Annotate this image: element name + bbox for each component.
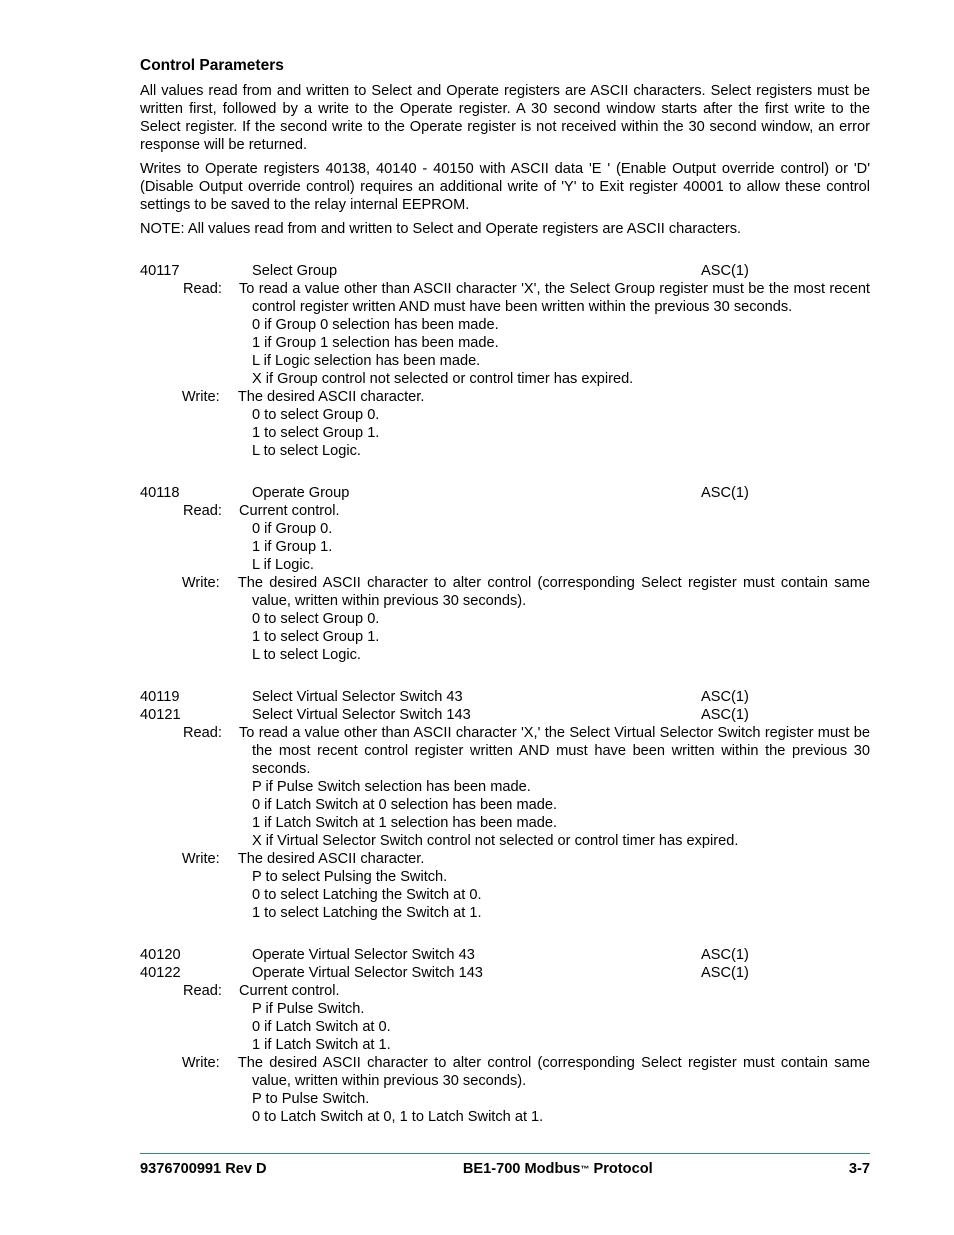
read-option: 1 if Group 1 selection has been made. (252, 335, 499, 351)
write-option: P to Pulse Switch. (252, 1091, 370, 1107)
register-header (140, 484, 870, 502)
write-option: 1 to select Group 1. (252, 629, 380, 645)
paragraph: All values read from and written to Select and Operate registers are ASCII characters. Select registers must be written first, followed by a write to the Operate register. A 30 second window starts after the first write to the Select register. If the second write to the Operate register is not received within the 30 second window, an error response will be returned. (140, 83, 870, 153)
read-description (140, 280, 870, 316)
write-option: 1 to select Group 1. (252, 425, 380, 441)
read-label: Read: (182, 281, 222, 297)
section-title: Control Parameters (140, 57, 284, 74)
register-num: 40122 (140, 965, 181, 981)
write-option: L to select Logic. (252, 443, 361, 459)
footer-title-suffix: Protocol (589, 1161, 653, 1177)
read-option: X if Group control not selected or control timer has expired. (252, 371, 634, 387)
write-label: Write: (181, 389, 220, 405)
read-text: To read a value other than ASCII character 'X,' the Select Virtual Selector Switch register must be the most recent control register written AND must have been written within the previous 30 seconds. (238, 725, 870, 777)
read-option: 0 if Group 0 selection has been made. (252, 317, 499, 333)
read-option: 0 if Latch Switch at 0. (252, 1019, 391, 1035)
read-option: 0 if Group 0. (252, 521, 333, 537)
write-label: Write: (181, 575, 220, 591)
register-type: ASC(1) (701, 707, 749, 723)
register-num: 40117 (140, 263, 180, 279)
paragraph: NOTE: All values read from and written to Select and Operate registers are ASCII characters. (140, 221, 742, 237)
read-option: P if Pulse Switch. (252, 1001, 365, 1017)
read-option: L if Logic selection has been made. (252, 353, 481, 369)
write-description (140, 574, 870, 610)
page-body (140, 56, 870, 1126)
register-num: 40120 (140, 947, 181, 963)
write-description (140, 388, 870, 406)
register-name: Select Group (252, 263, 338, 279)
read-option: 1 if Latch Switch at 1 selection has been made. (252, 815, 558, 831)
write-option: 0 to Latch Switch at 0, 1 to Latch Switch at 1. (252, 1109, 544, 1125)
register-header (140, 964, 870, 982)
write-label: Write: (181, 1055, 220, 1071)
register-name: Operate Group (252, 485, 350, 501)
footer-title-prefix: BE1-700 Modbus (462, 1161, 581, 1177)
footer-doc-number: 9376700991 Rev D (140, 1161, 267, 1177)
read-label: Read: (182, 983, 222, 999)
write-text: The desired ASCII character to alter control (corresponding Select register must contain same value, written within previous 30 seconds). (237, 1055, 870, 1089)
write-text: The desired ASCII character. (237, 851, 425, 867)
write-option: L to select Logic. (252, 647, 361, 663)
footer-title (463, 1160, 653, 1178)
read-text: To read a value other than ASCII character 'X', the Select Group register must be the most recent control register written AND must have been written within the previous 30 seconds. (238, 281, 870, 315)
register-name: Operate Virtual Selector Switch 143 (252, 965, 483, 981)
register-block (140, 484, 870, 664)
register-type: ASC(1) (701, 965, 749, 981)
write-description (140, 1054, 870, 1090)
read-option: L if Logic. (252, 557, 314, 573)
read-option: 1 if Latch Switch at 1. (252, 1037, 391, 1053)
read-text: Current control. (238, 503, 340, 519)
register-num: 40118 (140, 485, 180, 501)
write-option: 1 to select Latching the Switch at 1. (252, 905, 482, 921)
write-option: 0 to select Group 0. (252, 407, 380, 423)
write-option: P to select Pulsing the Switch. (252, 869, 448, 885)
footer-page-number: 3-7 (848, 1161, 870, 1177)
register-block (140, 262, 870, 460)
register-header (140, 946, 870, 964)
read-label: Read: (182, 503, 222, 519)
write-description (140, 850, 870, 868)
register-type: ASC(1) (701, 485, 749, 501)
read-option: P if Pulse Switch selection has been made. (252, 779, 531, 795)
register-header (140, 706, 870, 724)
register-block (140, 688, 870, 922)
register-header (140, 262, 870, 280)
page-footer (140, 1153, 870, 1178)
write-option: 0 to select Group 0. (252, 611, 380, 627)
register-num: 40119 (140, 689, 180, 705)
register-name: Operate Virtual Selector Switch 43 (252, 947, 475, 963)
write-text: The desired ASCII character to alter control (corresponding Select register must contain same value, written within previous 30 seconds). (237, 575, 870, 609)
write-option: 0 to select Latching the Switch at 0. (252, 887, 482, 903)
trademark-symbol: ™ (580, 1164, 590, 1174)
read-description (140, 502, 870, 520)
read-option: X if Virtual Selector Switch control not selected or control timer has expired. (252, 833, 739, 849)
read-option: 0 if Latch Switch at 0 selection has been made. (252, 797, 558, 813)
read-label: Read: (182, 725, 222, 741)
read-option: 1 if Group 1. (252, 539, 333, 555)
register-type: ASC(1) (701, 689, 749, 705)
read-text: Current control. (238, 983, 340, 999)
register-header (140, 688, 870, 706)
read-description (140, 982, 870, 1000)
register-type: ASC(1) (701, 947, 749, 963)
paragraph: Writes to Operate registers 40138, 40140 - 40150 with ASCII data 'E ' (Enable Output override control) or 'D' (Disable Output override control) requires an additional write of 'Y' to Exit register 40001 to allow these control settings to be saved to the relay internal EEPROM. (140, 161, 870, 213)
register-name: Select Virtual Selector Switch 43 (252, 689, 463, 705)
register-type: ASC(1) (701, 263, 749, 279)
write-text: The desired ASCII character. (237, 389, 425, 405)
write-label: Write: (181, 851, 220, 867)
register-num: 40121 (140, 707, 181, 723)
read-description (140, 724, 870, 778)
register-block (140, 946, 870, 1126)
register-name: Select Virtual Selector Switch 143 (252, 707, 471, 723)
intro-paragraphs (140, 82, 870, 238)
register-list (140, 262, 870, 1126)
